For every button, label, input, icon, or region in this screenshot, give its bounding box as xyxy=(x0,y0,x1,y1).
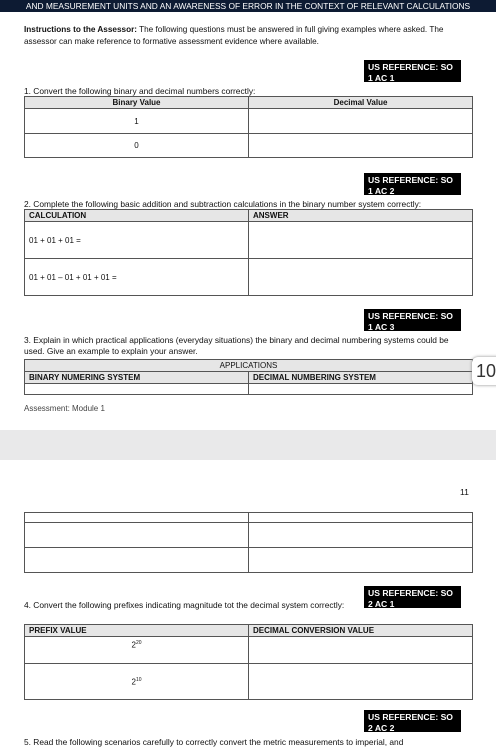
question-5-text: 5. Read the following scenarios carefully to correctly convert the metric measurements to imperial, and xyxy=(24,737,404,747)
decimal-answer-cell[interactable] xyxy=(249,134,473,158)
table-cell[interactable] xyxy=(249,523,473,548)
page-indicator-tab: 10 xyxy=(472,357,496,385)
us-reference-badge: US REFERENCE: SO 1 AC 1 xyxy=(364,60,461,82)
table-cell[interactable] xyxy=(249,513,473,523)
binary-calculation-table xyxy=(24,209,473,296)
column-header: DECIMAL NUMBERING SYSTEM xyxy=(249,372,473,384)
answer-cell[interactable] xyxy=(249,222,473,259)
decimal-conversion-cell[interactable] xyxy=(249,664,473,700)
column-header: DECIMAL CONVERSION VALUE xyxy=(249,625,473,637)
prefix-value-cell: $2^{10}$ xyxy=(25,664,249,700)
question-2-text: 2. Complete the following basic addition and subtraction calculations in the binary number system correctly: xyxy=(24,199,422,209)
binary-value-cell: 0 xyxy=(25,134,249,158)
binary-application-cell[interactable] xyxy=(25,384,249,395)
answer-cell[interactable] xyxy=(249,259,473,296)
decimal-application-cell[interactable] xyxy=(249,384,473,395)
column-header: ANSWER xyxy=(249,210,473,222)
binary-value-cell: 1 xyxy=(25,109,249,134)
table-cell[interactable] xyxy=(25,548,249,573)
column-header: BINARY NUMERING SYSTEM xyxy=(25,372,249,384)
question-1-text: 1. Convert the following binary and decimal numbers correctly: xyxy=(24,86,256,96)
page-gap xyxy=(0,430,496,460)
group-header: APPLICATIONS xyxy=(25,360,473,372)
instructions-label: Instructions to the Assessor: xyxy=(24,25,137,34)
column-header: PREFIX VALUE xyxy=(25,625,249,637)
table-cell[interactable] xyxy=(25,523,249,548)
page-banner: AND MEASUREMENT UNITS AND AN AWARENESS OF ERROR IN THE CONTEXT OF RELEVANT CALCULATIONS xyxy=(0,0,496,12)
decimal-answer-cell[interactable] xyxy=(249,109,473,134)
us-reference-badge: US REFERENCE: SO 1 AC 3 xyxy=(364,309,461,331)
page-footer: Assessment: Module 1 xyxy=(24,404,105,413)
assessor-instructions xyxy=(24,24,474,48)
column-header: Decimal Value xyxy=(249,97,473,109)
prefix-conversion-table xyxy=(24,624,473,700)
column-header: CALCULATION xyxy=(25,210,249,222)
calculation-cell: 01 + 01 + 01 = xyxy=(25,222,249,259)
applications-table xyxy=(24,359,473,395)
decimal-conversion-cell[interactable] xyxy=(249,637,473,664)
us-reference-badge: US REFERENCE: SO 2 AC 2 xyxy=(364,710,461,732)
table-cell[interactable] xyxy=(25,513,249,523)
calculation-cell: 01 + 01 – 01 + 01 + 01 = xyxy=(25,259,249,296)
applications-table-continued xyxy=(24,512,473,573)
us-reference-badge: US REFERENCE: SO 2 AC 1 xyxy=(364,586,461,608)
table-cell[interactable] xyxy=(249,548,473,573)
question-4-text: 4. Convert the following prefixes indicating magnitude tot the decimal system correctly: xyxy=(24,600,345,610)
instructions-text: The following questions must be answered in full giving examples where asked. The assessor can make reference to formative assessment evidence where available. xyxy=(24,25,444,46)
binary-decimal-table xyxy=(24,96,473,158)
us-reference-badge: US REFERENCE: SO 1 AC 2 xyxy=(364,173,461,195)
prefix-value-cell: $2^{20}$ xyxy=(25,637,249,664)
page-number: 11 xyxy=(460,487,469,497)
question-3-text: 3. Explain in which practical applications (everyday situations) the binary and decimal numbering systems could be used. Give an example to explain your answer. xyxy=(24,335,449,356)
column-header: Binary Value xyxy=(25,97,249,109)
